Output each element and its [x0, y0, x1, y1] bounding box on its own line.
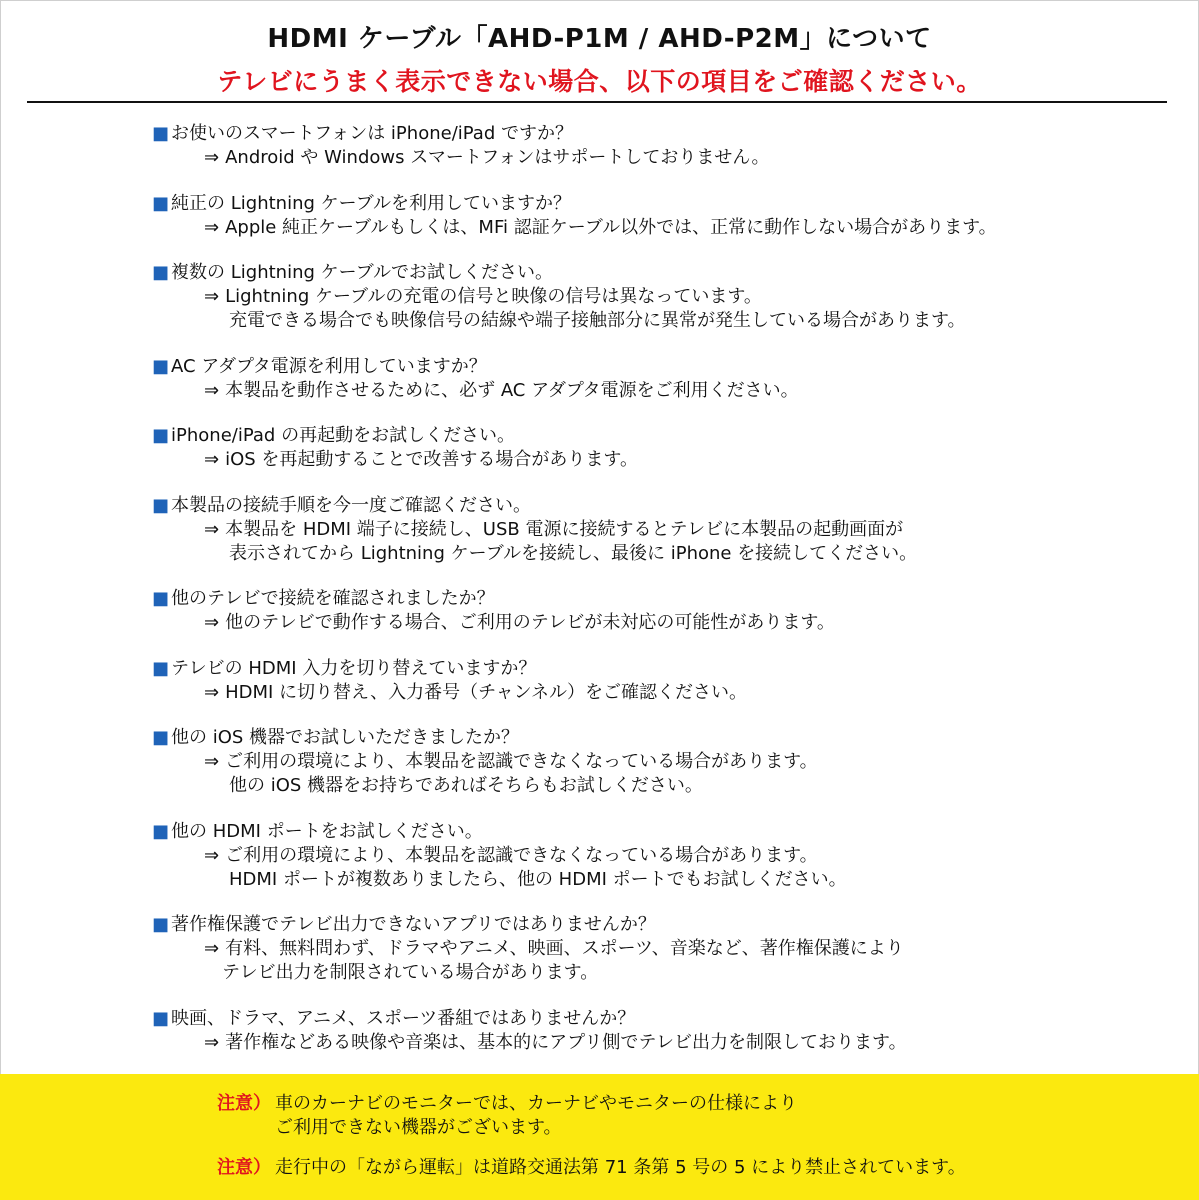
- item-answer: ⇒ HDMI に切り替え、入力番号（チャンネル）をご確認ください。: [204, 681, 748, 703]
- item-answer-continued: テレビ出力を制限されている場合があります。: [222, 962, 599, 983]
- item-question: ■ 映画、ドラマ、アニメ、スポーツ番組ではありませんか？: [152, 1007, 636, 1029]
- item-question: ■ 他の HDMI ポートをお試しください。: [152, 820, 483, 842]
- checklist-item: [152, 424, 1152, 472]
- notice-text: ご利用できない機器がございます。: [275, 1117, 562, 1138]
- notice-box: [0, 1074, 1199, 1200]
- checklist-item: [152, 587, 1152, 635]
- notice-item: [217, 1156, 966, 1180]
- checklist-item: [152, 657, 1152, 705]
- checklist-item: [152, 494, 1152, 566]
- arrow-icon: ⇒: [204, 216, 220, 238]
- item-answer: ⇒ Apple 純正ケーブルもしくは、MFi 認証ケーブル以外では、正常に動作しない場合があります。: [204, 216, 997, 238]
- notice-text: 走行中の「ながら運転」は道路交通法第 71 条第 5 号の 5 により禁止されています。: [275, 1157, 966, 1178]
- checklist-item: [152, 122, 1152, 170]
- item-answer-continued: HDMI ポートが複数ありましたら、他の HDMI ポートでもお試しください。: [229, 868, 847, 890]
- arrow-icon: ⇒: [204, 518, 220, 540]
- item-question: ■ 本製品の接続手順を今一度ご確認ください。: [152, 494, 532, 516]
- checklist-item: [152, 820, 1152, 892]
- notice-label: 注意）: [217, 1157, 271, 1178]
- header-divider: [27, 101, 1167, 103]
- arrow-icon: ⇒: [204, 379, 220, 401]
- item-question: ■ 著作権保護でテレビ出力できないアプリではありませんか？: [152, 914, 656, 935]
- bullet-square-icon: ■: [152, 820, 170, 842]
- item-question: ■ テレビの HDMI 入力を切り替えていますか？: [152, 657, 537, 679]
- arrow-icon: ⇒: [204, 449, 220, 470]
- arrow-icon: ⇒: [204, 286, 220, 307]
- item-answer: ⇒ Lightning ケーブルの充電の信号と映像の信号は異なっています。: [204, 286, 762, 307]
- checklist-item: [152, 192, 1152, 240]
- arrow-icon: ⇒: [204, 751, 220, 772]
- bullet-square-icon: ■: [152, 1007, 170, 1029]
- item-answer: ⇒ Android や Windows スマートフォンはサポートしておりません。: [204, 147, 770, 168]
- item-question: ■ 他のテレビで接続を確認されましたか？: [152, 588, 495, 609]
- checklist-item: [152, 726, 1152, 798]
- item-answer: ⇒ ご利用の環境により、本製品を認識できなくなっている場合があります。: [204, 751, 818, 772]
- bullet-square-icon: ■: [152, 588, 170, 609]
- bullet-square-icon: ■: [152, 355, 170, 377]
- bullet-square-icon: ■: [152, 262, 170, 283]
- page-subtitle: テレビにうまく表示できない場合、以下の項目をご確認ください。: [217, 67, 982, 96]
- item-question: ■ 純正の Lightning ケーブルを利用していますか？: [152, 192, 572, 214]
- bullet-square-icon: ■: [152, 123, 170, 144]
- item-question: ■ AC アダプタ電源を利用していますか？: [152, 355, 487, 377]
- arrow-icon: ⇒: [204, 1031, 220, 1053]
- item-answer: ⇒ 他のテレビで動作する場合、ご利用のテレビが未対応の可能性があります。: [204, 612, 835, 633]
- item-answer-continued: 他の iOS 機器をお持ちであればそちらもお試しください。: [229, 775, 703, 796]
- notice-label: 注意）: [217, 1093, 271, 1114]
- bullet-square-icon: ■: [152, 192, 170, 214]
- item-answer-continued: 充電できる場合でも映像信号の結線や端子接触部分に異常が発生している場合があります。: [229, 310, 966, 331]
- checklist-item: [152, 913, 1152, 985]
- bullet-square-icon: ■: [152, 657, 170, 679]
- bullet-square-icon: ■: [152, 727, 170, 748]
- item-question: ■ お使いのスマートフォンは iPhone/iPad ですか？: [152, 123, 573, 144]
- bullet-square-icon: ■: [152, 494, 170, 516]
- notice-text: 車のカーナビのモニターでは、カーナビやモニターの仕様により: [275, 1093, 797, 1114]
- item-question: ■ 他の iOS 機器でお試しいただきましたか？: [152, 727, 520, 748]
- item-answer-continued: 表示されてから Lightning ケーブルを接続し、最後に iPhone を接続してください。: [229, 542, 918, 564]
- checklist: [152, 122, 1152, 1076]
- item-answer: ⇒ 有料、無料問わず、ドラマやアニメ、映画、スポーツ、音楽など、著作権保護により: [204, 938, 904, 959]
- bullet-square-icon: ■: [152, 914, 170, 935]
- item-answer: ⇒ 本製品を動作させるために、必ず AC アダプタ電源をご利用ください。: [204, 379, 799, 401]
- arrow-icon: ⇒: [204, 844, 220, 866]
- arrow-icon: ⇒: [204, 681, 220, 703]
- page-title: HDMI ケーブル「AHD-P1M / AHD-P2M」について: [267, 24, 932, 54]
- item-answer: ⇒ iOS を再起動することで改善する場合があります。: [204, 449, 638, 470]
- item-answer: ⇒ 著作権などある映像や音楽は、基本的にアプリ側でテレビ出力を制限しております。: [204, 1031, 907, 1053]
- item-answer: ⇒ 本製品を HDMI 端子に接続し、USB 電源に接続するとテレビに本製品の起動画面が: [204, 518, 904, 540]
- arrow-icon: ⇒: [204, 612, 220, 633]
- checklist-item: [152, 1007, 1152, 1055]
- checklist-item: [152, 261, 1152, 333]
- notice-item: [217, 1092, 797, 1140]
- item-question: ■ 複数の Lightning ケーブルでお試しください。: [152, 262, 554, 283]
- item-answer: ⇒ ご利用の環境により、本製品を認識できなくなっている場合があります。: [204, 844, 818, 866]
- checklist-item: [152, 355, 1152, 403]
- arrow-icon: ⇒: [204, 938, 220, 959]
- item-question: ■ iPhone/iPad の再起動をお試しください。: [152, 425, 516, 446]
- bullet-square-icon: ■: [152, 425, 170, 446]
- arrow-icon: ⇒: [204, 147, 220, 168]
